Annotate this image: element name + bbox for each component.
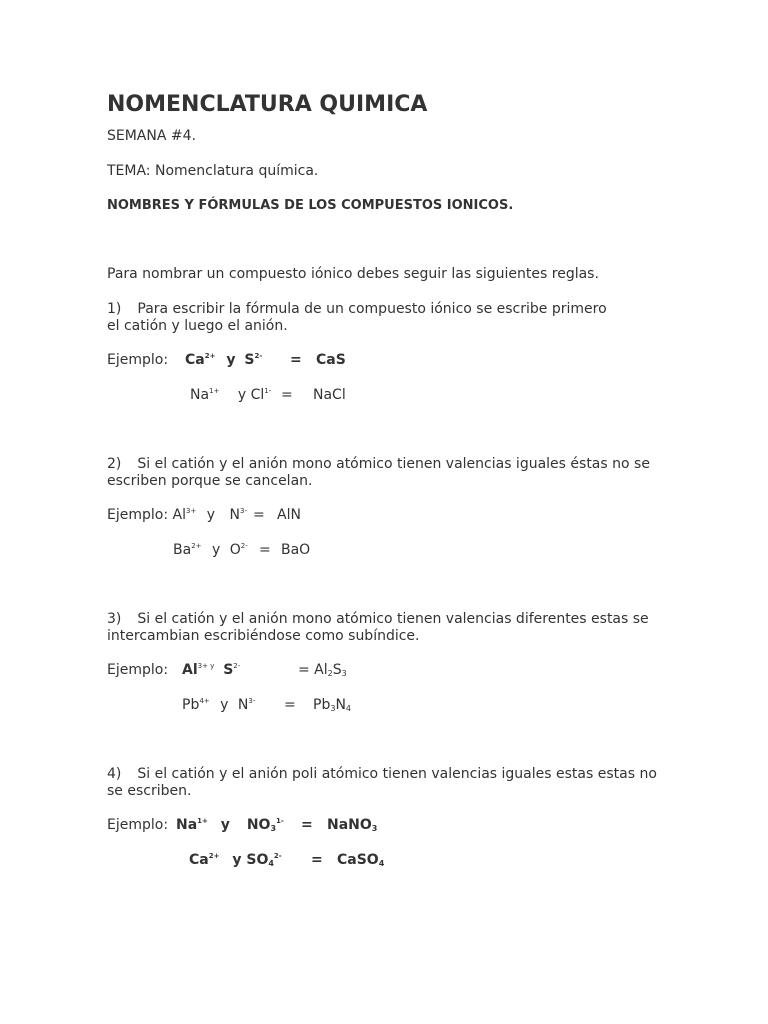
example-2b-formula: $Ba^{2+}$ y $O^{2-}$ xyxy=(173,542,248,558)
rule-number: 2) xyxy=(107,456,122,472)
rule-2-line-2: escriben porque se cancelan. xyxy=(107,473,313,489)
example-2a-result: AlN xyxy=(277,507,301,523)
example-1a-formula: $Ca^{2+}$ y $S^{2-}$ xyxy=(185,352,263,368)
rule-number: 4) xyxy=(107,766,122,782)
example-label: Ejemplo: xyxy=(107,662,169,678)
week-label: SEMANA #4. xyxy=(107,128,196,144)
rule-text: Si el catión y el anión poli atómico tienen valencias iguales estas estas no xyxy=(137,766,657,782)
rule-3-line-2: intercambian escribiéndose como subíndice. xyxy=(107,628,420,644)
rule-text: Si el catión y el anión mono atómico tienen valencias iguales éstas no se xyxy=(137,456,650,472)
rule-text: Si el catión y el anión mono atómico tienen valencias diferentes estas se xyxy=(137,611,649,627)
example-3a-result: = $Al_2S_3$ xyxy=(298,662,347,678)
rule-2-line-1 xyxy=(107,456,650,473)
rule-1-line-2: el catión y luego el anión. xyxy=(107,318,288,334)
example-3a-formula: $Al^{3+ y}$ $S^{2-}$ xyxy=(182,662,241,678)
example-4b-result: CaSO$_4$ xyxy=(337,852,385,868)
example-4a-formula: $Na^{1+}$ y $NO_3^{1-}$ xyxy=(176,817,284,833)
example-2a-equals: = xyxy=(253,507,265,523)
example-4a-result: NaNO$_3$ xyxy=(327,817,378,833)
rule-4-line-2: se escriben. xyxy=(107,783,192,799)
example-1b-equals: = xyxy=(281,387,293,403)
example-4b-formula: $Ca^{2+}$ y $SO_4^{2-}$ xyxy=(189,852,282,868)
example-3b-result: $Pb_3N_4$ xyxy=(313,697,352,713)
rule-4-line-1 xyxy=(107,766,657,783)
example-1b-formula: $Na^{1+}$ y $Cl^{1-}$ xyxy=(190,387,272,403)
rule-1-line-1 xyxy=(107,301,607,318)
topic-label: TEMA: Nomenclatura química. xyxy=(107,163,319,179)
example-2b-result: BaO xyxy=(281,542,311,558)
example-2b-equals: = xyxy=(259,542,271,558)
example-4a-equals: = xyxy=(301,817,313,833)
intro-text: Para nombrar un compuesto iónico debes seguir las siguientes reglas. xyxy=(107,266,599,282)
rule-number: 1) xyxy=(107,301,122,317)
section-heading: NOMBRES Y FÓRMULAS DE LOS COMPUESTOS IONICOS. xyxy=(107,198,514,213)
example-1a-equals: = xyxy=(290,352,302,368)
example-label: Ejemplo: $Al^{3+}$ y $N^{3-}$ xyxy=(107,507,247,523)
page-title: NOMENCLATURA QUIMICA xyxy=(107,92,428,117)
example-label: Ejemplo: xyxy=(107,817,169,833)
example-4b-equals: = xyxy=(311,852,323,868)
rule-number: 3) xyxy=(107,611,122,627)
example-1a-result: CaS xyxy=(316,352,346,368)
example-3b-equals: = xyxy=(284,697,296,713)
rule-3-line-1 xyxy=(107,611,649,628)
example-label: Ejemplo: xyxy=(107,352,169,368)
example-3b-formula: $Pb^{4+}$ y $N^{3-}$ xyxy=(182,697,256,713)
rule-text: Para escribir la fórmula de un compuesto iónico se escribe primero xyxy=(137,301,607,317)
example-1b-result: NaCl xyxy=(313,387,346,403)
